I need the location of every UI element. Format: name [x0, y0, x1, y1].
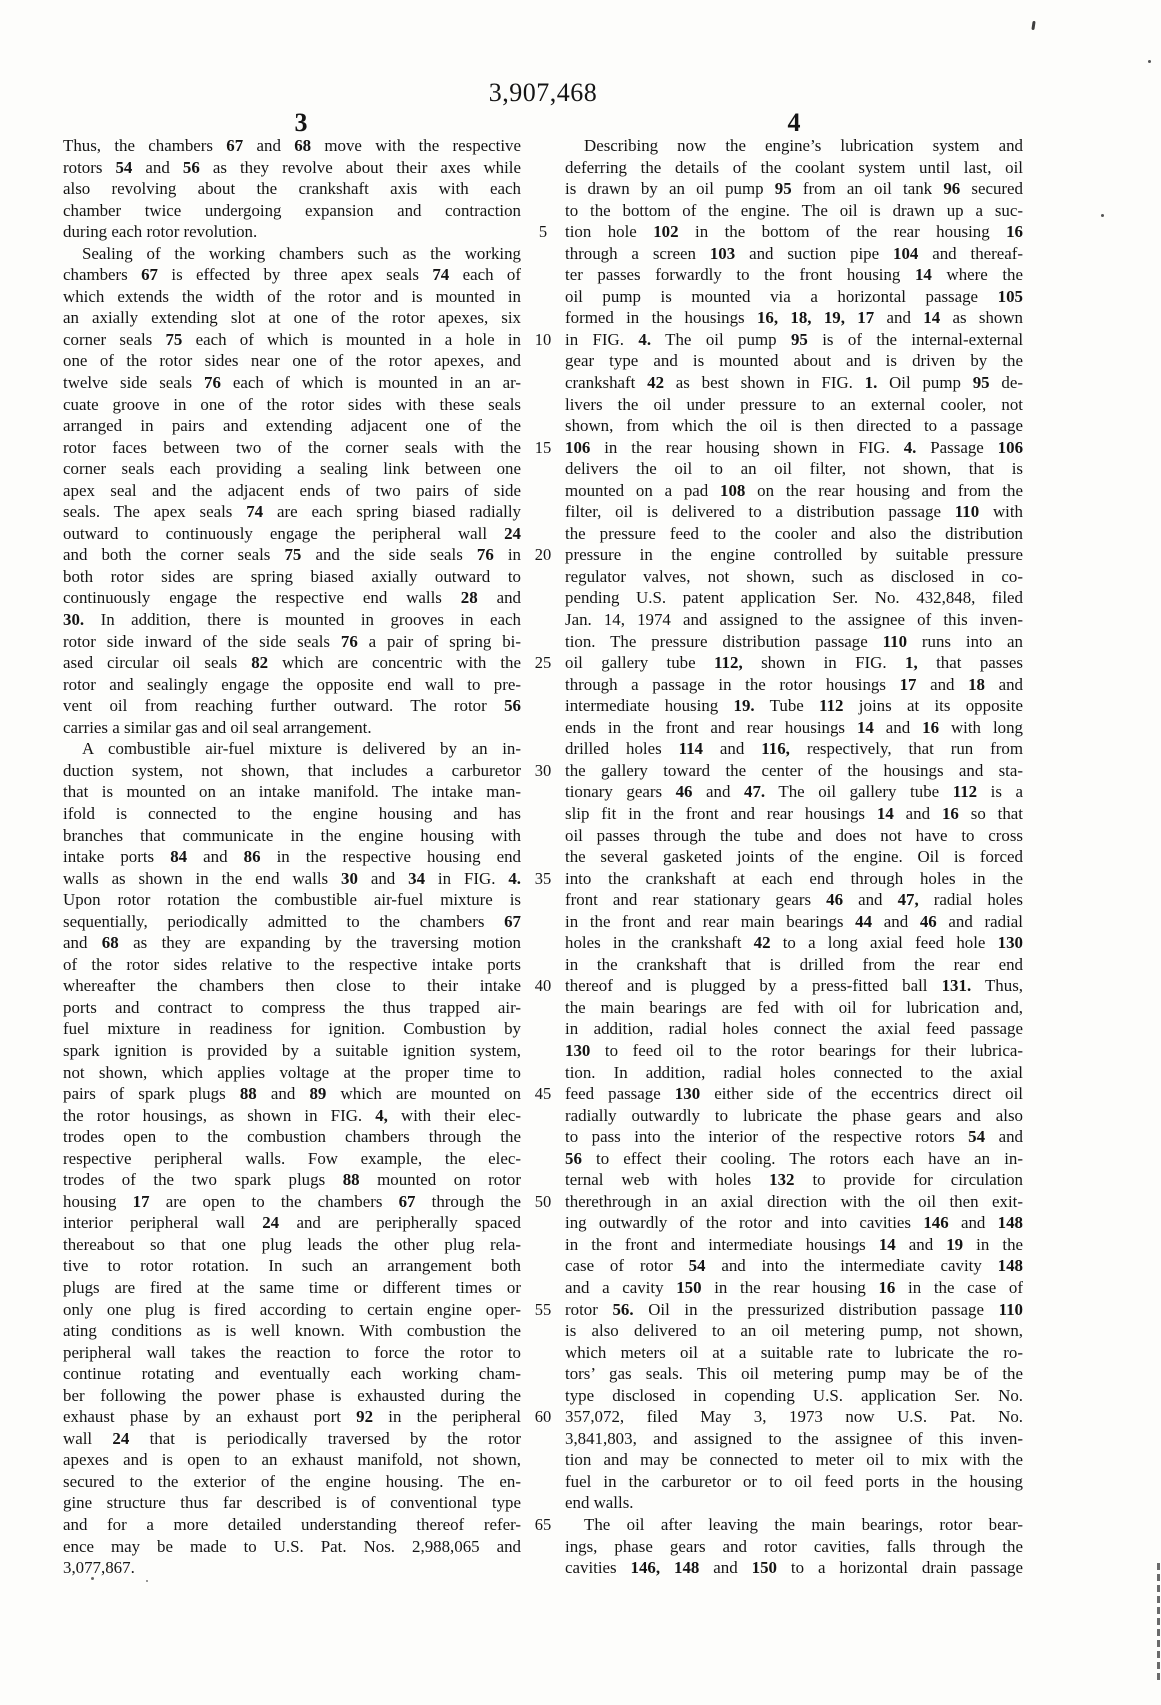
text-line: therethrough in an axial direction with the oil then exit- — [565, 1191, 1023, 1211]
text-line: ports and contract to compress the thus trapped air- — [63, 997, 521, 1017]
line-number: 60 — [534, 1407, 552, 1427]
text-line: thereof and is plugged by a press-fitted ball 131. Thus, — [565, 976, 1023, 996]
text-line: tion. In addition, radial holes connected to the axial — [565, 1062, 1023, 1082]
text-line: tive to rotor rotation. In such an arrangement both — [63, 1256, 521, 1276]
text-line: duction system, not shown, that includes a carburetor — [63, 760, 521, 780]
text-line: branches that communicate in the engine housing with — [63, 825, 521, 845]
text-line: to the bottom of the engine. The oil is drawn up a suc- — [565, 200, 1023, 220]
text-line: is also delivered to an oil metering pump, not shown, — [565, 1321, 1023, 1341]
text-line: arranged in pairs and extending adjacent one of the — [63, 416, 521, 436]
column-number-right: 4 — [787, 108, 801, 137]
text-line: respective peripheral walls. Fow example, the elec- — [63, 1148, 521, 1168]
text-line: to pass into the interior of the respective rotors 54 and — [565, 1127, 1023, 1147]
text-line: delivers the oil to an oil filter, not shown, that is — [565, 459, 1023, 479]
text-line: corner seals each providing a sealing link between one — [63, 459, 521, 479]
text-line: whereafter the chambers then close to their intake — [63, 976, 521, 996]
scan-artifact — [1148, 60, 1151, 63]
text-line: ifold is connected to the engine housing and has — [63, 803, 521, 823]
text-line: continue rotating and eventually each working cham- — [63, 1364, 521, 1384]
text-line: A combustible air-fuel mixture is delivered by an in- — [82, 739, 521, 759]
text-line: peripheral wall takes the reaction to force the rotor to — [63, 1342, 521, 1362]
line-number: 25 — [534, 653, 552, 673]
text-line: tionary gears 46 and 47. The oil gallery tube 112 is a — [565, 782, 1023, 802]
text-line: 56 to effect their cooling. The rotors each have an in- — [565, 1148, 1023, 1168]
text-line: and for a more detailed understanding thereof refer- — [63, 1515, 521, 1534]
text-line: one of the rotor sides near one of the rotor apexes, and — [63, 351, 521, 371]
text-line: trodes open to the combustion chambers through the — [63, 1127, 521, 1147]
scan-artifact — [91, 1577, 94, 1580]
column-numbers — [63, 108, 1023, 138]
text-line: filter, oil is delivered to a distribution passage 110 with — [565, 502, 1023, 522]
text-line: oil passes through the tube and does not have to cross — [565, 825, 1023, 845]
text-line: apexes and is open to an exhaust manifold, not shown, — [63, 1450, 521, 1470]
text-line: chamber twice undergoing expansion and contraction — [63, 200, 521, 220]
text-line: type disclosed in copending U.S. application Ser. No. — [565, 1385, 1023, 1405]
text-line: which meters oil at a suitable rate to lubricate the ro- — [565, 1342, 1023, 1362]
text-line: through a screen 103 and suction pipe 104 and thereaf- — [565, 243, 1023, 263]
text-line: ings, phase gears and rotor cavities, falls through the — [565, 1536, 1023, 1556]
text-line: and a cavity 150 in the rear housing 16 in the case of — [565, 1277, 1023, 1297]
text-line: housing 17 are open to the chambers 67 through the — [63, 1191, 521, 1211]
text-line: only one plug is fired according to certain engine oper- — [63, 1299, 521, 1319]
text-line: formed in the housings 16, 18, 19, 17 and 14 as shown — [565, 308, 1023, 328]
column-right-text — [565, 135, 1023, 1579]
text-line: in FIG. 4. The oil pump 95 is of the internal-external — [565, 329, 1023, 349]
line-number: 15 — [534, 437, 552, 457]
line-number: 65 — [534, 1515, 552, 1535]
line-number: 55 — [534, 1299, 552, 1319]
text-line: vent oil from reaching further outward. The rotor 56 — [63, 696, 521, 716]
text-line: the rotor housings, as shown in FIG. 4, with their elec- — [63, 1105, 521, 1125]
text-line: cuate groove in one of the rotor sides with these seals — [63, 394, 521, 414]
text-line: oil gallery tube 112, shown in FIG. 1, that passes — [565, 653, 1023, 673]
text-line: ating conditions as is well known. With combustion the — [63, 1321, 521, 1341]
text-line: trodes of the two spark plugs 88 mounted on rotor — [63, 1170, 521, 1190]
text-line: Jan. 14, 1974 and assigned to the assignee of this inven- — [565, 610, 1023, 630]
text-line: which extends the width of the rotor and is mounted in — [63, 286, 521, 306]
page-body — [63, 135, 1023, 1579]
text-line: shown, from which the oil is then directed to a passage — [565, 416, 1023, 436]
text-line: fuel in the carburetor or to oil feed ports in the housing — [565, 1471, 1023, 1491]
text-line: both rotor sides are spring biased axially outward to — [63, 566, 521, 586]
text-line: feed passage 130 either side of the eccentrics direct oil — [565, 1084, 1023, 1104]
text-line: Sealing of the working chambers such as the working — [82, 243, 521, 263]
text-line: twelve side seals 76 each of which is mounted in an ar- — [63, 373, 521, 393]
text-line: ends in the front and rear housings 14 and 16 with long — [565, 717, 1023, 737]
text-line: in addition, radial holes connect the axial feed passage — [565, 1019, 1023, 1039]
text-line: rotor faces between two of the corner seals with the — [63, 437, 521, 457]
scan-artifact — [1031, 21, 1035, 30]
text-line: that is mounted on an intake manifold. The intake man- — [63, 782, 521, 802]
text-line: rotors 54 and 56 as they revolve about their axes while — [63, 157, 521, 177]
line-number: 20 — [534, 545, 552, 565]
line-number: 45 — [534, 1084, 552, 1104]
text-line: front and rear stationary gears 46 and 47, radial holes — [565, 890, 1023, 910]
text-line: during each rotor revolution. — [63, 222, 258, 242]
text-line: continuously engage the respective end walls 28 and — [63, 588, 521, 608]
text-line: pressure in the engine controlled by suitable pressure — [565, 545, 1023, 565]
text-line: the gallery toward the center of the housings and sta- — [565, 760, 1023, 780]
text-line: tors’ gas seals. This oil metering pump may be of the — [565, 1364, 1023, 1384]
text-line: ence may be made to U.S. Pat. Nos. 2,988,065 and — [63, 1536, 521, 1556]
text-line: livers the oil under pressure to an external cooler, not — [565, 394, 1023, 414]
text-line: in the front and rear main bearings 44 and 46 and radial — [565, 911, 1023, 931]
text-line: rotor and sealingly engage the opposite end wall to pre- — [63, 674, 521, 694]
text-line: into the crankshaft at each end through holes in the — [565, 868, 1023, 888]
line-number-gutter — [521, 135, 565, 1579]
text-line: crankshaft 42 as best shown in FIG. 1. Oil pump 95 de- — [565, 373, 1023, 393]
text-line: in the front and intermediate housings 14 and 19 in the — [565, 1234, 1023, 1254]
text-line: chambers 67 is effected by three apex seals 74 each of — [63, 265, 521, 285]
text-line: exhaust phase by an exhaust port 92 in the peripheral — [63, 1407, 521, 1427]
text-line: tion. The pressure distribution passage 110 runs into an — [565, 631, 1023, 651]
text-line: tion hole 102 in the bottom of the rear housing 16 — [565, 222, 1023, 242]
line-number: 10 — [534, 329, 552, 349]
text-line: gine structure thus far described is of conventional type — [63, 1493, 521, 1513]
text-line: ter passes forwardly to the front housing 14 where the — [565, 265, 1023, 285]
text-line: ber following the power phase is exhausted during the — [63, 1385, 521, 1405]
scan-artifact — [1101, 214, 1104, 217]
text-line: Upon rotor rotation the combustible air-fuel mixture is — [63, 890, 521, 910]
text-line: Thus, the chambers 67 and 68 move with the respective — [63, 136, 521, 155]
text-line: spark ignition is provided by a suitable ignition system, — [63, 1040, 521, 1060]
text-line: pending U.S. patent application Ser. No. 432,848, filed — [565, 588, 1023, 608]
text-line: holes in the crankshaft 42 to a long axial feed hole 130 — [565, 933, 1023, 953]
column-number-left: 3 — [294, 108, 308, 137]
text-line: corner seals 75 each of which is mounted in a hole in — [63, 329, 521, 349]
text-line: an axially extending slot at one of the rotor apexes, six — [63, 308, 521, 328]
patent-number: 3,907,468 — [488, 78, 598, 107]
text-line: seals. The apex seals 74 are each spring biased radially — [63, 502, 521, 522]
text-line: apex seal and the adjacent ends of two pairs of side — [63, 480, 521, 500]
text-line: thereabout so that one plug leads the other plug rela- — [63, 1234, 521, 1254]
column-left-text — [63, 135, 521, 1579]
text-line: rotor 56. Oil in the pressurized distribution passage 110 — [565, 1299, 1023, 1319]
text-line: cavities 146, 148 and 150 to a horizontal drain passage — [565, 1558, 1023, 1578]
text-line: rotor side inward of the side seals 76 a pair of spring bi- — [63, 631, 521, 651]
text-line: the main bearings are fed with oil for lubrication and, — [565, 997, 1023, 1017]
text-line: and both the corner seals 75 and the side seals 76 in — [63, 545, 521, 565]
text-line: secured to the exterior of the engine housing. The en- — [63, 1471, 521, 1491]
text-line: outward to continuously engage the peripheral wall 24 — [63, 523, 521, 543]
text-line: through a passage in the rotor housings 17 and 18 and — [565, 674, 1023, 694]
text-line: walls as shown in the end walls 30 and 34 in FIG. 4. — [63, 868, 521, 888]
text-line: intake ports 84 and 86 in the respective housing end — [63, 847, 521, 867]
text-line: pairs of spark plugs 88 and 89 which are mounted on — [63, 1084, 521, 1104]
text-line: mounted on a pad 108 on the rear housing and from the — [565, 480, 1023, 500]
text-line: gear type and is mounted about and is driven by the — [565, 351, 1023, 371]
text-line: also revolving about the crankshaft axis with each — [63, 179, 521, 199]
text-line: tion and may be connected to meter oil to mix with the — [565, 1450, 1023, 1470]
text-line: Describing now the engine’s lubrication system and — [584, 136, 1023, 155]
text-line: sequentially, periodically admitted to the chambers 67 — [63, 911, 521, 931]
text-line: the pressure feed to the cooler and also the distribution — [565, 523, 1023, 543]
text-line: of the rotor sides relative to the respective intake ports — [63, 954, 521, 974]
line-number: 35 — [534, 868, 552, 888]
text-line: wall 24 that is periodically traversed by the rotor — [63, 1428, 521, 1448]
text-line: is drawn by an oil pump 95 from an oil tank 96 secured — [565, 179, 1023, 199]
text-line: regulator valves, not shown, such as disclosed in co- — [565, 566, 1023, 586]
text-line: The oil after leaving the main bearings, rotor bear- — [584, 1515, 1023, 1534]
line-number: 5 — [538, 222, 548, 242]
text-line: 3,077,867. — [63, 1558, 135, 1578]
line-number: 50 — [534, 1191, 552, 1211]
text-line: plugs are fired at the same time or different times or — [63, 1277, 521, 1297]
text-line: oil pump is mounted via a horizontal passage 105 — [565, 286, 1023, 306]
text-line: 30. In addition, there is mounted in grooves in each — [63, 610, 521, 630]
text-line: ased circular oil seals 82 which are concentric with the — [63, 653, 521, 673]
line-number: 30 — [534, 760, 552, 780]
text-line: fuel mixture in readiness for ignition. Combustion by — [63, 1019, 521, 1039]
text-line: and 68 as they are expanding by the traversing motion — [63, 933, 521, 953]
text-line: deferring the details of the coolant system until last, oil — [565, 157, 1023, 177]
text-line: 106 in the rear housing shown in FIG. 4. Passage 106 — [565, 437, 1023, 457]
text-line: in the crankshaft that is drilled from the rear end — [565, 954, 1023, 974]
text-line: 130 to feed oil to the rotor bearings for their lubrica- — [565, 1040, 1023, 1060]
text-line: end walls. — [565, 1493, 634, 1513]
text-line: drilled holes 114 and 116, respectively, that run from — [565, 739, 1023, 759]
text-line: 3,841,803, and assigned to the assignee of this inven- — [565, 1428, 1023, 1448]
text-line: ing outwardly of the rotor and into cavities 146 and 148 — [565, 1213, 1023, 1233]
text-line: not shown, which applies voltage at the proper time to — [63, 1062, 521, 1082]
text-line: radially outwardly to lubricate the phase gears and also — [565, 1105, 1023, 1125]
text-line: carries a similar gas and oil seal arrangement. — [63, 717, 372, 737]
text-line: ternal web with holes 132 to provide for circulation — [565, 1170, 1023, 1190]
line-number: 40 — [534, 976, 552, 996]
text-line: the several gasketed joints of the engine. Oil is forced — [565, 847, 1023, 867]
text-line: slip fit in the front and rear housings 14 and 16 so that — [565, 803, 1023, 823]
scan-artifact — [1157, 1563, 1160, 1683]
text-line: 357,072, filed May 3, 1973 now U.S. Pat. No. — [565, 1407, 1023, 1427]
scan-artifact — [146, 1580, 148, 1582]
text-line: interior peripheral wall 24 and are peripherally spaced — [63, 1213, 521, 1233]
text-line: case of rotor 54 and into the intermediate cavity 148 — [565, 1256, 1023, 1276]
text-line: intermediate housing 19. Tube 112 joins at its opposite — [565, 696, 1023, 716]
